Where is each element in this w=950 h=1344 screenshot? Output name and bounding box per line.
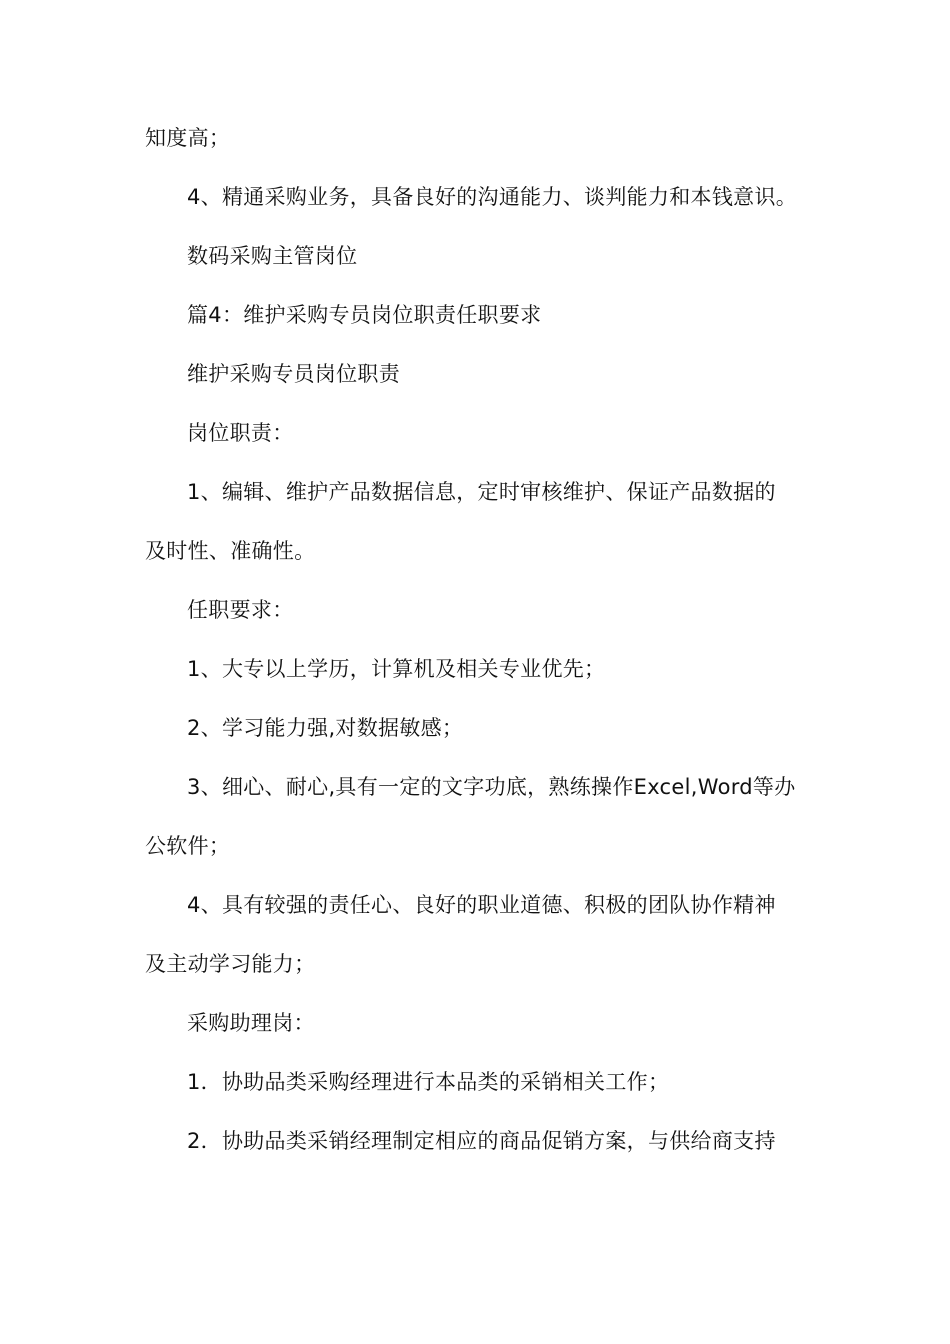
section-heading: 篇4：维护采购专员岗位职责任职要求	[187, 303, 542, 327]
text-line: 及时性、准确性。	[145, 539, 316, 563]
text-line: 岗位职责：	[187, 421, 294, 445]
text-line: 1．协助品类采购经理进行本品类的采销相关工作；	[187, 1070, 670, 1094]
text-line: 任职要求：	[187, 598, 294, 622]
text-line: 数码采购主管岗位	[187, 244, 358, 268]
text-line: 4、精通采购业务，具备良好的沟通能力、谈判能力和本钱意识。	[187, 185, 798, 209]
text-line: 2．协助品类采销经理制定相应的商品促销方案，与供给商支持	[187, 1129, 776, 1153]
text-line: 3、细心、耐心,具有一定的文字功底，熟练操作Excel,Word等办	[187, 775, 796, 799]
text-line: 1、大专以上学历，计算机及相关专业优先；	[187, 657, 606, 681]
text-line: 公软件；	[145, 834, 231, 858]
text-line: 知度高；	[145, 126, 231, 150]
text-line: 4、具有较强的责任心、良好的职业道德、积极的团队协作精神	[187, 893, 776, 917]
text-line: 维护采购专员岗位职责	[187, 362, 400, 386]
text-line: 采购助理岗：	[187, 1011, 315, 1035]
text-line: 及主动学习能力；	[145, 952, 316, 976]
text-line: 1、编辑、维护产品数据信息，定时审核维护、保证产品数据的	[187, 480, 776, 504]
text-line: 2、学习能力强,对数据敏感；	[187, 716, 464, 740]
